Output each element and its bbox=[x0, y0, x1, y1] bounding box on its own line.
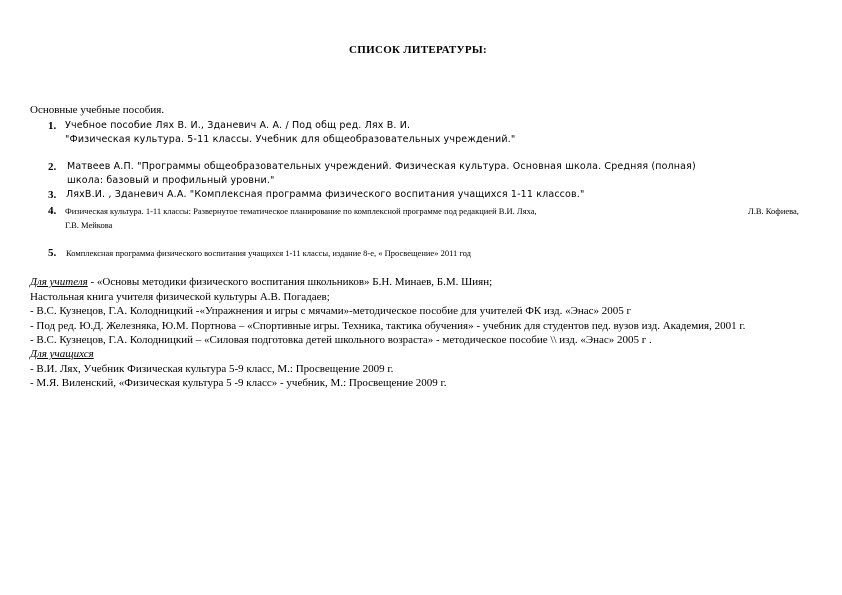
teacher-line: - В.С. Кузнецов, Г.А. Колодницкий – «Силовая подготовка детей школьного возраста» - методическое пособие \\ изд. «Энас» 2005 г . bbox=[30, 334, 652, 346]
list-item-text: Матвеев А.П. "Программы общеобразовательных учреждений. Физическая культура. Основная школа. Средняя (полная) bbox=[67, 161, 696, 172]
list-item-number: 4. bbox=[48, 205, 57, 217]
teacher-line: - Под ред. Ю.Д. Железняка, Ю.М. Портнова – «Спортивные игры. Техника, тактика обучения» - учебник для студентов пед. вузов изд. Академия, 2001 г. bbox=[30, 320, 746, 332]
basic-heading: Основные учебные пособия. bbox=[30, 104, 165, 116]
students-line: - М.Я. Виленский, «Физическая культура 5 -9 класс» - учебник, М.: Просвещение 2009 г. bbox=[30, 377, 447, 389]
list-item-number: 5. bbox=[48, 247, 57, 259]
teacher-heading: Для учителя bbox=[30, 276, 88, 288]
teacher-first-line-text: - «Основы методики физического воспитания школьников» Б.Н. Минаев, Б.М. Шиян; bbox=[87, 276, 493, 288]
list-item-number: 1. bbox=[48, 120, 57, 132]
list-item-text: школа: базовый и профильный уровни." bbox=[67, 175, 275, 186]
list-item-text: Физическая культура. 1-11 классы: Развернутое тематическое планирование по комплексной программе под редакцией В.И. Ляха, bbox=[65, 206, 537, 216]
list-item-number: 2. bbox=[48, 161, 57, 173]
teacher-line: Настольная книга учителя физической культуры А.В. Погадаев; bbox=[30, 291, 330, 303]
teacher-first-line bbox=[30, 276, 492, 288]
list-item-text: Комплексная программа физического воспитания учащихся 1-11 классы, издание 8-е, « Просвещение» 2011 год bbox=[66, 248, 471, 258]
list-item-text: "Физическая культура. 5-11 классы. Учебник для общеобразовательных учреждений." bbox=[65, 134, 516, 145]
list-item-text: Учебное пособие Лях В. И., Зданевич А. А. / Под общ ред. Лях В. И. bbox=[65, 120, 411, 131]
list-item-text-right: Л.В. Кофиева, bbox=[748, 206, 799, 216]
list-item-text: Г.В. Мейкова bbox=[65, 220, 113, 230]
list-item-number: 3. bbox=[48, 189, 57, 201]
students-heading: Для учащихся bbox=[30, 348, 94, 360]
teacher-line: - В.С. Кузнецов, Г.А. Колодницкий -«Упражнения и игры с мячами»-методическое пособие для учителей ФК изд. «Энас» 2005 г bbox=[30, 305, 632, 317]
students-line: - В.И. Лях, Учебник Физическая культура 5-9 класс, М.: Просвещение 2009 г. bbox=[30, 363, 394, 375]
page-title: СПИСОК ЛИТЕРАТУРЫ: bbox=[349, 44, 487, 56]
list-item-text: ЛяхВ.И. , Зданевич А.А. "Комплексная программа физического воспитания учащихся 1-11 классов." bbox=[66, 189, 585, 200]
